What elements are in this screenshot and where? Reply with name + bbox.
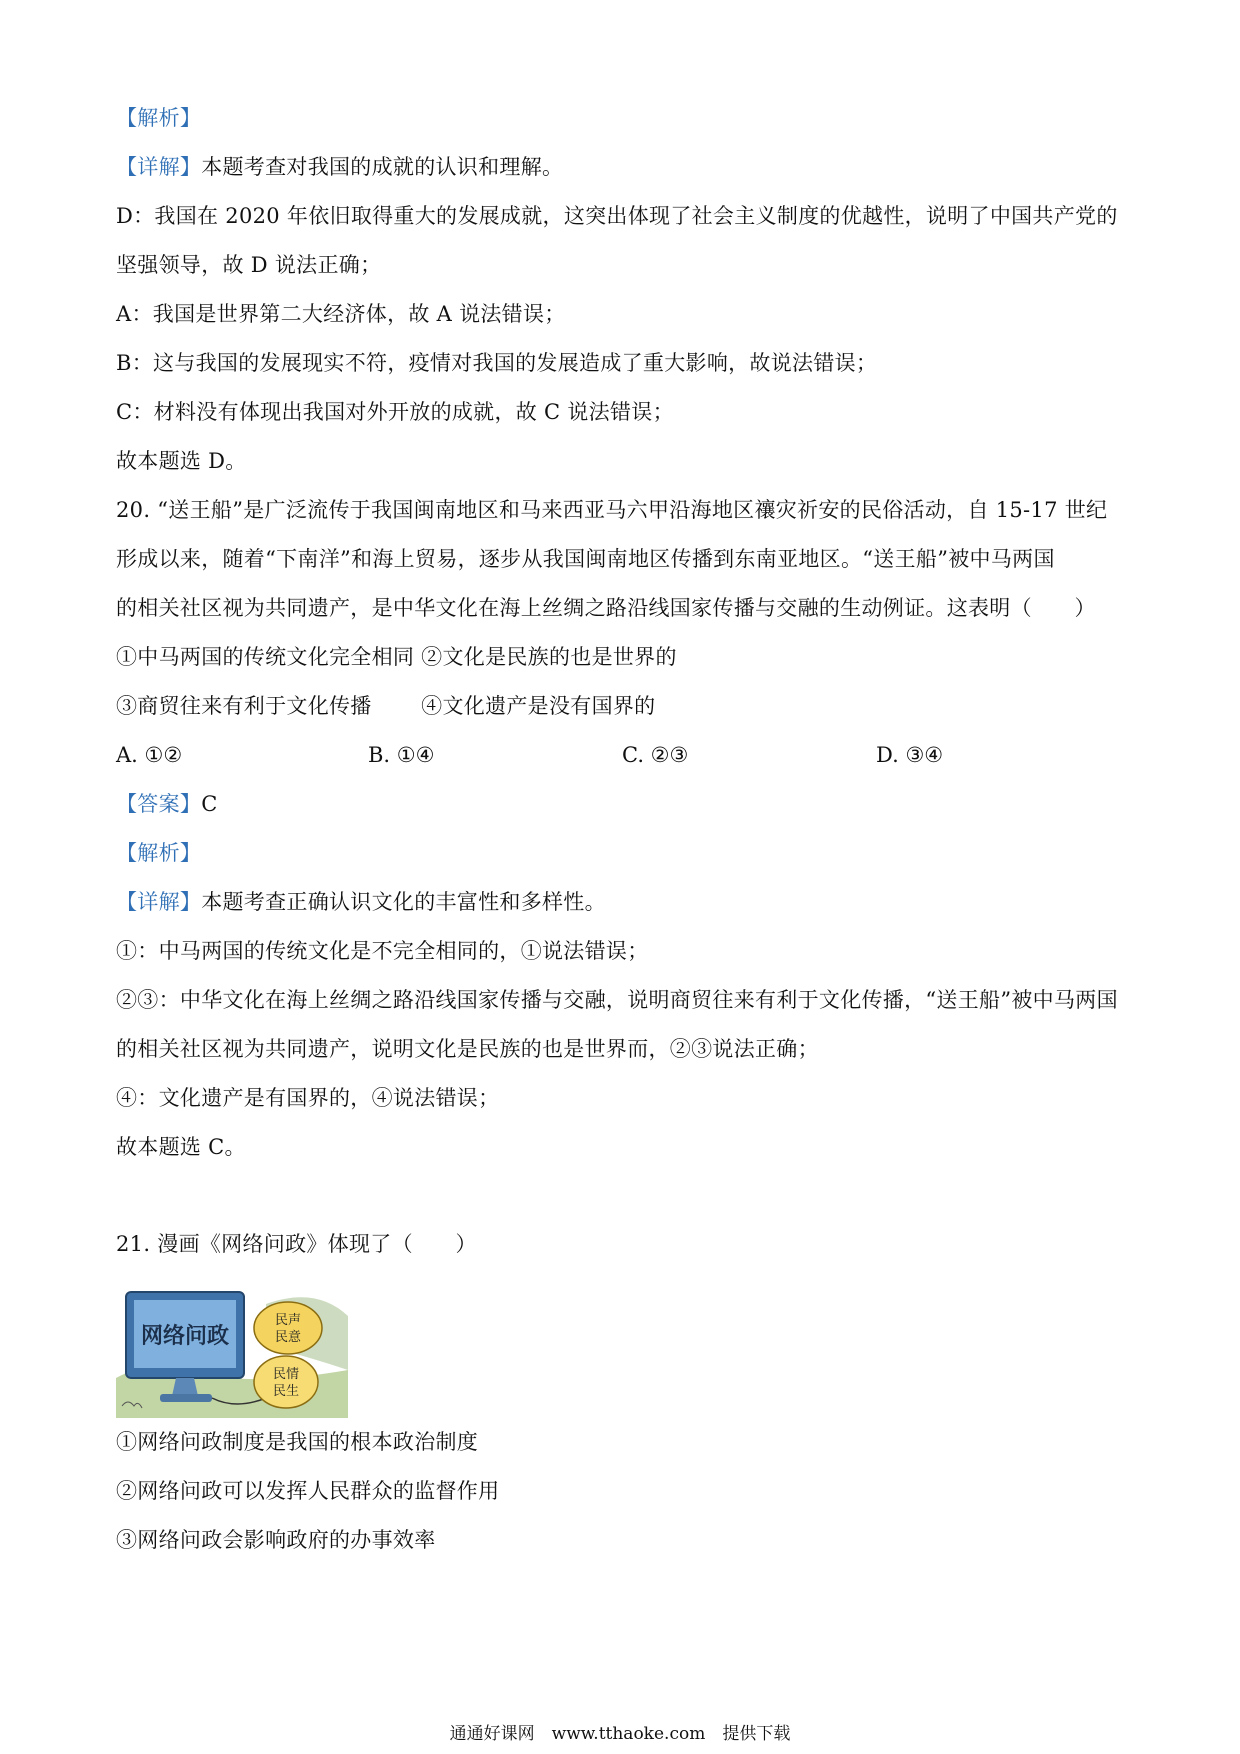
monitor-stand: [172, 1378, 198, 1396]
analysis-tag: 【解析】: [116, 106, 202, 130]
bubble-2-line-2: 民生: [272, 1384, 300, 1399]
explanation-line: A：我国是世界第二大经济体，故 A 说法错误；: [116, 302, 566, 326]
answer-line: [116, 789, 218, 819]
option-d: D. ③④: [876, 743, 944, 767]
statement-line: ①网络问政制度是我国的根本政治制度: [116, 1430, 479, 1454]
conclusion-line: 故本题选 C。: [116, 1135, 246, 1159]
speech-bubble-1: [254, 1302, 322, 1354]
question-stem: 形成以来，随着“下南洋”和海上贸易，逐步从我国闽南地区传播到东南亚地区。“送王船”被中马两国: [116, 547, 1055, 571]
bubble-2-line-1: 民情: [272, 1367, 300, 1382]
question-stem: 21. 漫画《网络问政》体现了（ ）: [116, 1232, 477, 1256]
monitor-base: [160, 1394, 212, 1402]
bubble-1-line-1: 民声: [274, 1313, 302, 1328]
bubble-1-line-2: 民意: [274, 1330, 302, 1345]
explanation-line: 的相关社区视为共同遗产，说明文化是民族的也是世界而，②③说法正确；: [116, 1037, 819, 1061]
option-c: C. ②③: [622, 743, 689, 767]
explanation-line: D：我国在 2020 年依旧取得重大的发展成就，这突出体现了社会主义制度的优越性，说明了中国共产党的: [116, 204, 1118, 228]
explanation-line: C：材料没有体现出我国对外开放的成就，故 C 说法错误；: [116, 400, 674, 424]
explanation-line: 坚强领导，故 D 说法正确；: [116, 253, 382, 277]
explanation-line: B：这与我国的发展现实不符，疫情对我国的发展造成了重大影响，故说法错误；: [116, 351, 878, 375]
answer-tag: 【答案】: [116, 792, 202, 816]
detail-tag: 【详解】: [116, 890, 202, 914]
question-stem: 的相关社区视为共同遗产，是中华文化在海上丝绸之路沿线国家传播与交融的生动例证。这表明（ ）: [116, 596, 1096, 620]
detail-line: [116, 887, 606, 917]
statement-line: ②网络问政可以发挥人民群众的监督作用: [116, 1479, 500, 1503]
detail-tag: 【详解】: [116, 155, 202, 179]
option-a: A. ①②: [116, 743, 183, 767]
explanation-line: ④：文化遗产是有国界的，④说法错误；: [116, 1086, 500, 1110]
statement-line: ③商贸往来有利于文化传播 ④文化遗产是没有国界的: [116, 694, 656, 718]
cartoon-image: [116, 1286, 348, 1418]
statement-line: ③网络问政会影响政府的办事效率: [116, 1528, 436, 1552]
detail-text: 本题考查正确认识文化的丰富性和多样性。: [201, 890, 606, 914]
option-b: B. ①④: [368, 743, 435, 767]
footer-text: 通通好课网 www.tthaoke.com 提供下载: [449, 1724, 791, 1744]
analysis-tag: 【解析】: [116, 841, 202, 865]
answer-value: C: [201, 792, 218, 816]
explanation-line: ②③：中华文化在海上丝绸之路沿线国家传播与交融，说明商贸往来有利于文化传播，“送王船”被中马两国: [116, 988, 1118, 1012]
detail-text: 本题考查对我国的成就的认识和理解。: [201, 155, 564, 179]
question-stem: 20. “送王船”是广泛流传于我国闽南地区和马来西亚马六甲沿海地区禳灾祈安的民俗活动，自 15-17 世纪: [116, 498, 1108, 522]
screen-text: 网络问政: [140, 1324, 230, 1349]
speech-bubble-2: [254, 1356, 318, 1408]
explanation-line: ①：中马两国的传统文化是不完全相同的，①说法错误；: [116, 939, 649, 963]
detail-line: [116, 152, 563, 182]
statement-line: ①中马两国的传统文化完全相同 ②文化是民族的也是世界的: [116, 645, 677, 669]
conclusion-line: 故本题选 D。: [116, 449, 247, 473]
